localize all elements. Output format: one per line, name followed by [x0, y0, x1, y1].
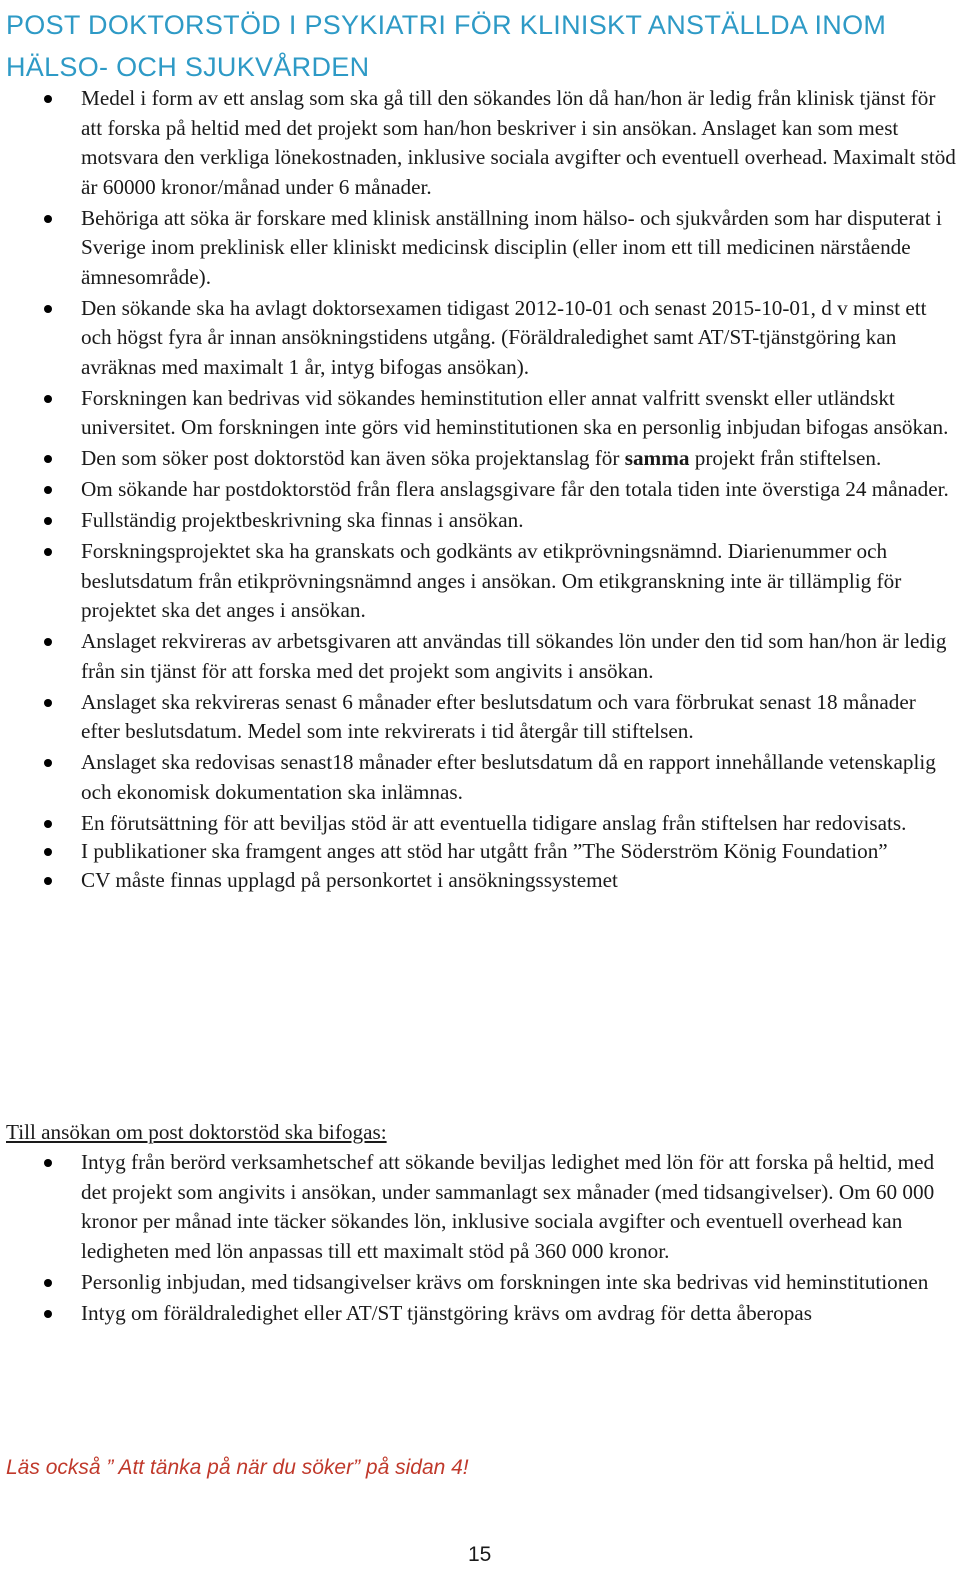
bullet-icon	[44, 848, 52, 856]
list-item	[0, 839, 958, 864]
bullet-icon	[44, 215, 52, 223]
bullet-icon	[44, 759, 52, 767]
list-item	[0, 384, 958, 443]
list-item	[0, 444, 958, 474]
list-item-text: Anslaget rekvireras av arbetsgivaren att användas till sökandes lön under den tid som han/hon är ledig från sin tjänst för att forska med det projekt som angivits i ansökan.	[81, 629, 947, 683]
bullet-icon	[44, 486, 52, 494]
bullet-icon	[44, 395, 52, 403]
list-item-text: Forskningsprojektet ska ha granskats och godkänts av etikprövningsnämnd. Diarienummer och beslutsdatum från etikprövningsnämnd anges i ansökan. Om etikgranskning inte är tillämplig för projektet ska det anges i ansökan.	[81, 538, 902, 623]
list-item	[0, 1268, 958, 1298]
list-item	[0, 748, 958, 807]
bullet-icon	[44, 1279, 52, 1287]
list-item	[0, 506, 958, 536]
list-item-text: Om sökande har postdoktorstöd från flera anslagsgivare får den totala tiden inte överstiga 24 månader.	[81, 477, 949, 502]
list-item	[0, 204, 958, 293]
bullet-icon	[44, 548, 52, 556]
attachments-list	[0, 1148, 958, 1329]
bullet-icon	[44, 1310, 52, 1318]
list-item-text: Medel i form av ett anslag som ska gå till den sökandes lön då han/hon är ledig från klinisk tjänst för att forska på heltid med det projekt som han/hon beskriver i sin ansökan. Anslaget kan som mest motsvara den verkliga lönekostnaden, inklusive sociala avgifter och eventuell overhead. Maximalt stöd är 60000 kronor/månad under 6 månader.	[81, 86, 956, 199]
list-item	[0, 688, 958, 747]
list-item-text: Intyg från berörd verksamhetschef att sökande beviljas ledighet med lön för att forska på heltid, med det projekt som angivits i ansökan, under sammanlagt sex månader (med tidsangivelser). Om 60 000 kronor per månad inte täcker sökandes lön, inklusive sociala avgifter och eventuell overhead kan ledigheten med lön anpassas till ett maximalt stöd på 360 000 kronor.	[81, 1150, 935, 1263]
list-item-emphasis: samma	[624, 446, 690, 471]
list-item	[0, 1148, 958, 1266]
list-item-text: Personlig inbjudan, med tidsangivelser krävs om forskningen inte ska bedrivas vid heminstitutionen	[81, 1269, 929, 1294]
list-item	[0, 866, 958, 896]
list-item	[0, 1299, 958, 1329]
list-item-text: CV måste finnas upplagd på personkortet i ansökningssystemet	[81, 867, 618, 892]
list-item	[0, 537, 958, 626]
bullet-icon	[44, 305, 52, 313]
list-item-text: En förutsättning för att beviljas stöd är att eventuella tidigare anslag från stiftelsen har redovisats.	[81, 810, 907, 835]
page-title: POST DOKTORSTÖD I PSYKIATRI FÖR KLINISKT ANSTÄLLDA INOM HÄLSO- OCH SJUKVÅRDEN	[6, 10, 887, 82]
list-item-text: Anslaget ska redovisas senast18 månader efter beslutsdatum då en rapport innehållande vetenskaplig och ekonomisk dokumentation ska inlämnas.	[81, 750, 936, 804]
bullet-icon	[44, 820, 52, 828]
bullet-icon	[44, 517, 52, 525]
bullet-icon	[44, 1159, 52, 1167]
list-item-text: Behöriga att söka är forskare med klinisk anställning inom hälso- och sjukvården som har disputerat i Sverige inom preklinisk eller kliniskt medicinsk disciplin (eller inom ett till medicinen närstående ämnesområde).	[81, 205, 942, 289]
list-item	[0, 84, 958, 202]
list-item-text: Fullständig projektbeskrivning ska finnas i ansökan.	[81, 508, 524, 533]
list-item-text: Intyg om föräldraledighet eller AT/ST tjänstgöring krävs om avdrag för detta åberopas	[81, 1300, 812, 1325]
attachments-heading: Till ansökan om post doktorstöd ska bifogas:	[6, 1120, 387, 1144]
bullet-icon	[44, 699, 52, 707]
list-item-text-before: Den som söker post doktorstöd kan även söka projektanslag för	[81, 446, 625, 471]
list-item-text: Den sökande ska ha avlagt doktorsexamen tidigast 2012-10-01 och senast 2015-10-01, d v minst ett och högst fyra år innan ansökningstidens utgång. (Föräldraledighet samt AT/ST-tjänstgöring kan avräknas med maximalt 1 år, intyg bifogas ansökan).	[81, 295, 927, 379]
list-item-text: Forskningen kan bedrivas vid sökandes heminstitution eller annat valfritt svenskt eller utländskt universitet. Om forskningen inte görs vid heminstitutionen ska en personlig inbjudan bifogas ansökan.	[81, 385, 949, 440]
page-number: 15	[468, 1543, 492, 1566]
list-item-text: Anslaget ska rekvireras senast 6 månader efter beslutsdatum och vara förbrukat senast 18 månader efter beslutsdatum. Medel som inte rekvirerats i tid återgår till stiftelsen.	[81, 689, 916, 744]
list-item-text: I publikationer ska framgent anges att stöd har utgått från ”The Söderström König Foundation”	[81, 839, 888, 864]
requirements-list	[0, 84, 958, 897]
bullet-icon	[44, 877, 52, 885]
list-item	[0, 627, 958, 686]
list-item	[0, 809, 958, 839]
reference-note: Läs också ” Att tänka på när du söker” på sidan 4!	[6, 1456, 469, 1479]
list-item-text-after: projekt från stiftelsen.	[689, 446, 882, 471]
bullet-icon	[44, 455, 52, 463]
list-item	[0, 475, 958, 505]
list-item	[0, 294, 958, 383]
bullet-icon	[44, 638, 52, 646]
bullet-icon	[44, 95, 52, 103]
